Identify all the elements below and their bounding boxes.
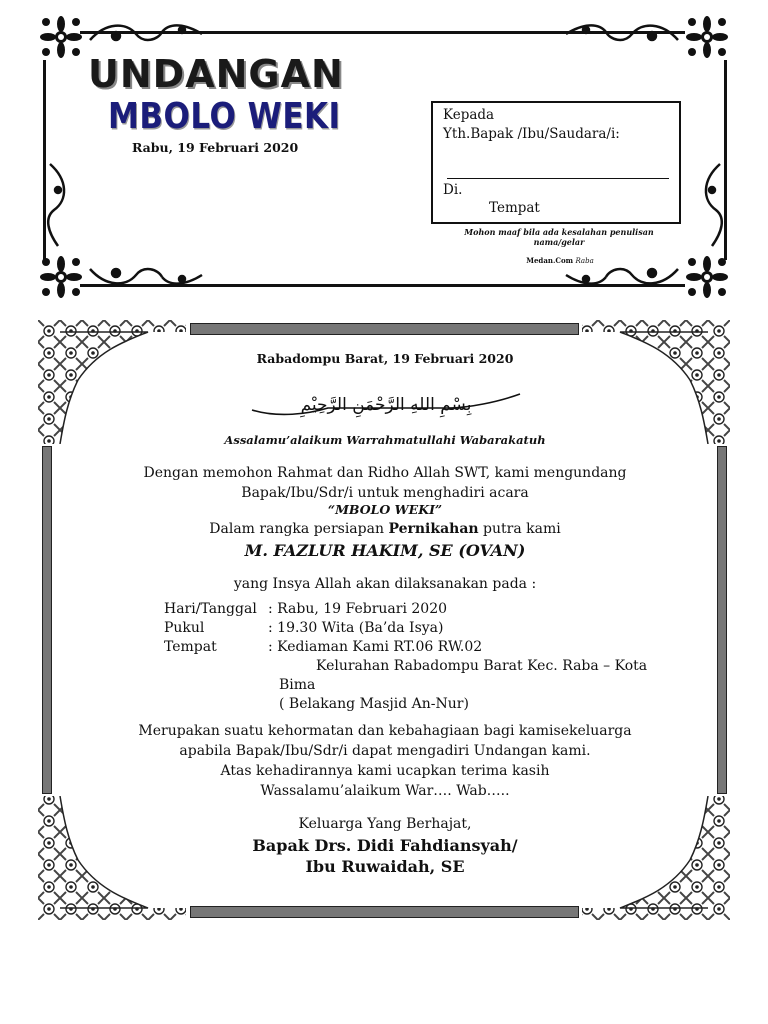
groom-name: M. FAZLUR HAKIM, SE (OVAN)	[244, 541, 526, 560]
recipient-salutation: Yth.Bapak /Ibu/Saudara/i:	[443, 126, 620, 142]
closing-line-4: Wassalamu’alaikum War…. Wab…..	[260, 783, 510, 799]
detail-day	[164, 600, 447, 619]
signoff: Keluarga Yang Berhajat,	[298, 816, 472, 832]
event-name: “MBOLO WEKI”	[327, 502, 443, 517]
closing-line-3: Atas kehadirannya kami ucapkan terima kasih	[220, 763, 550, 779]
detail-place-line-3: Bima	[279, 677, 316, 693]
printer-city: Raba	[575, 257, 594, 265]
ornament-corner-icon	[684, 14, 730, 60]
detail-place-label: Tempat	[164, 639, 217, 655]
detail-place	[164, 638, 482, 657]
greeting: Assalamu’alaikum Warrahmatullahi Wabarakatuh	[224, 433, 546, 447]
location-date: Rabadompu Barat, 19 Februari 2020	[256, 351, 514, 366]
frame-bar-left	[42, 446, 52, 794]
scroll-ornament-icon	[562, 20, 682, 46]
subtitle-mbolo-weki: MBOLO WEKI	[108, 96, 341, 138]
apology-note: Mohon maaf bila ada kesalahan penulisan nama/gelar	[464, 227, 654, 247]
basmalah-text: بِسْمِ اللهِ الرَّحْمَنِ الرَّحِيْمِ	[300, 395, 472, 415]
detail-day-value: : Rabu, 19 Februari 2020	[268, 601, 448, 617]
ornament-corner-icon	[38, 254, 84, 300]
detail-time	[164, 619, 443, 638]
floral-corner-icon	[582, 320, 730, 444]
host-father: Bapak Drs. Didi Fahdiansyah/	[252, 836, 518, 855]
host-mother: Ibu Ruwaidah, SE	[305, 857, 465, 876]
scroll-ornament-icon	[86, 20, 206, 46]
detail-day-label: Hari/Tanggal	[164, 601, 257, 617]
detail-place-line-4: ( Belakang Masjid An-Nur)	[279, 696, 469, 712]
purpose-bold: Pernikahan	[388, 521, 479, 537]
opening-line-1: Dengan memohon Rahmat dan Ridho Allah SWT, kami mengundang	[143, 465, 627, 481]
detail-time-value: : 19.30 Wita (Ba’da Isya)	[268, 620, 444, 636]
printer-credit	[470, 256, 650, 265]
frame-bar-bottom	[190, 906, 579, 918]
opening-paragraph	[92, 463, 678, 503]
scroll-ornament-icon	[562, 263, 682, 289]
detail-place-line-2: Kelurahan Rabadompu Barat Kec. Raba – Kota	[316, 658, 648, 674]
ornament-corner-icon	[684, 254, 730, 300]
title-undangan: UNDANGAN	[88, 52, 344, 96]
recipient-tempat: Tempat	[489, 200, 540, 216]
recipient-name-line	[447, 178, 669, 179]
closing-paragraph	[92, 721, 678, 801]
will-be-held: yang Insya Allah akan dilaksanakan pada :	[233, 576, 537, 592]
recipient-di: Di.	[443, 182, 463, 198]
scroll-ornament-icon	[700, 160, 730, 250]
purpose-prefix: Dalam rangka persiapan	[209, 521, 389, 537]
floral-corner-icon	[38, 320, 186, 444]
basmalah	[248, 388, 524, 426]
frame-bar-right	[717, 446, 727, 794]
scroll-ornament-icon	[40, 160, 70, 250]
opening-line-2: Bapak/Ibu/Sdr/i untuk menghadiri acara	[241, 485, 529, 501]
ornament-corner-icon	[38, 14, 84, 60]
purpose-suffix: putra kami	[478, 521, 561, 537]
top-date: Rabu, 19 Februari 2020	[132, 140, 299, 155]
scroll-ornament-icon	[86, 263, 206, 289]
recipient-box	[431, 101, 681, 224]
closing-line-2: apabila Bapak/Ibu/Sdr/i dapat mengadiri Undangan kami.	[179, 743, 591, 759]
frame-bar-top	[190, 323, 579, 335]
closing-line-1: Merupakan suatu kehormatan dan kebahagiaan bagi kamisekeluarga	[138, 723, 632, 739]
printer-name: Medan.Com	[526, 256, 574, 265]
detail-place-value: : Kediaman Kami RT.06 RW.02	[268, 639, 483, 655]
purpose-line	[92, 521, 678, 537]
detail-time-label: Pukul	[164, 620, 205, 636]
recipient-kepada: Kepada	[443, 107, 495, 123]
